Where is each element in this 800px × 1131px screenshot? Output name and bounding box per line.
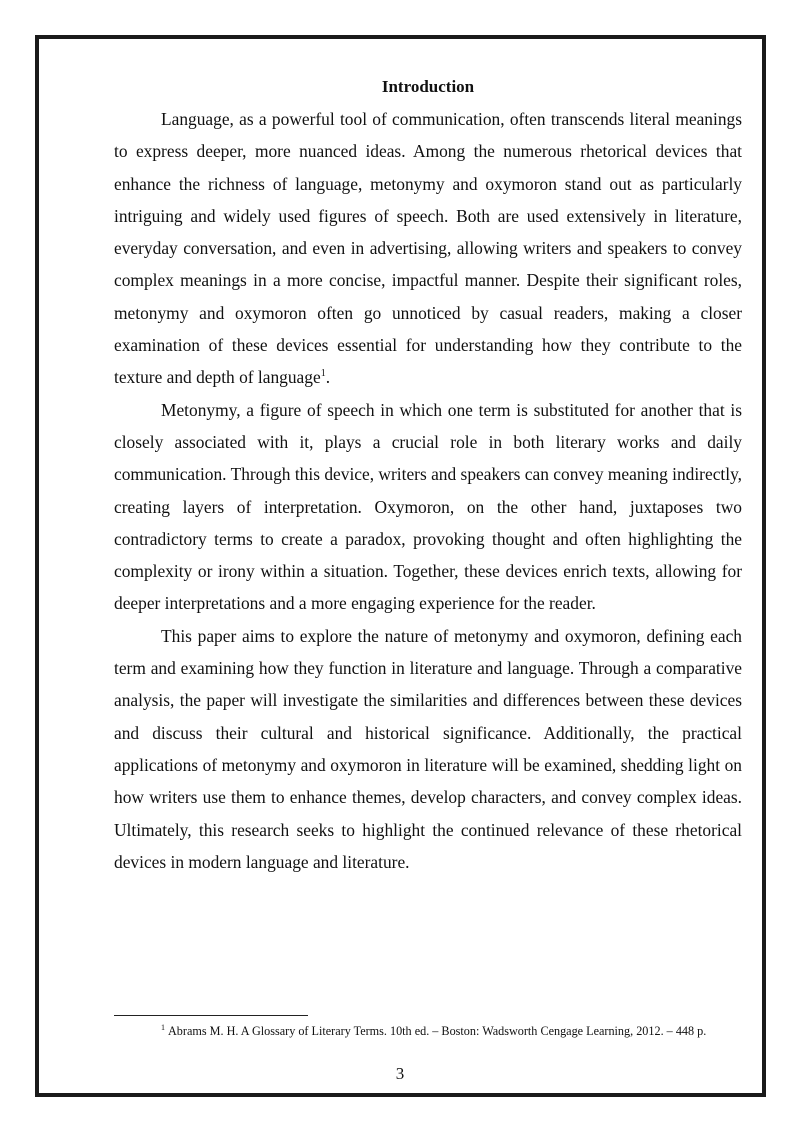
footnote-text: Abrams M. H. A Glossary of Literary Terms. 10th ed. – Boston: Wadsworth Cengage Learning, 2012. – 448 p.	[168, 1024, 707, 1038]
paragraph-1-end: .	[325, 367, 331, 388]
paragraph-1	[114, 103, 742, 394]
footnote-separator	[114, 1015, 308, 1016]
footnote	[114, 1021, 742, 1041]
page-body	[114, 74, 742, 878]
paragraph-3: This paper aims to explore the nature of metonymy and oxymoron, defining each term and examining how they function in literature and language. Through a comparative analysis, the paper will investigate the similarities and differences between these devices and discuss their cultural and historical significance. Additionally, the practical applications of metonymy and oxymoron in literature will be examined, shedding light on how writers use them to enhance themes, develop characters, and convey complex ideas. Ultimately, this research seeks to highlight the continued relevance of these rhetorical devices in modern language and literature.	[114, 625, 742, 872]
page-number: 3	[395, 1064, 405, 1083]
paragraph-2: Metonymy, a figure of speech in which one term is substituted for another that is closely associated with it, plays a crucial role in both literary works and daily communication. Through this device, writers and speakers can convey meaning indirectly, creating layers of interpretation. Oxymoron, on the other hand, juxtaposes two contradictory terms to create a paradox, provoking thought and often highlighting the complexity or irony within a situation. Together, these devices enrich texts, allowing for deeper interpretations and a more engaging experience for the reader.	[114, 399, 742, 614]
footnote-reference-mark[interactable]: 1	[320, 368, 326, 380]
footnote-number: 1	[161, 1022, 165, 1032]
page-title: Introduction	[381, 77, 475, 96]
paragraph-1-text: Language, as a powerful tool of communication, often transcends literal meanings to express deeper, more nuanced ideas. Among the numerous rhetorical devices that enhance the richness of language, metonymy and oxymoron stand out as particularly intriguing and widely used figures of speech. Both are used extensively in literature, everyday conversation, and even in advertising, allowing writers and speakers to convey complex meanings in a more concise, impactful manner. Despite their significant roles, metonymy and oxymoron often go unnoticed by casual readers, making a closer examination of these devices essential for understanding how they contribute to the texture and depth of language	[114, 109, 742, 388]
